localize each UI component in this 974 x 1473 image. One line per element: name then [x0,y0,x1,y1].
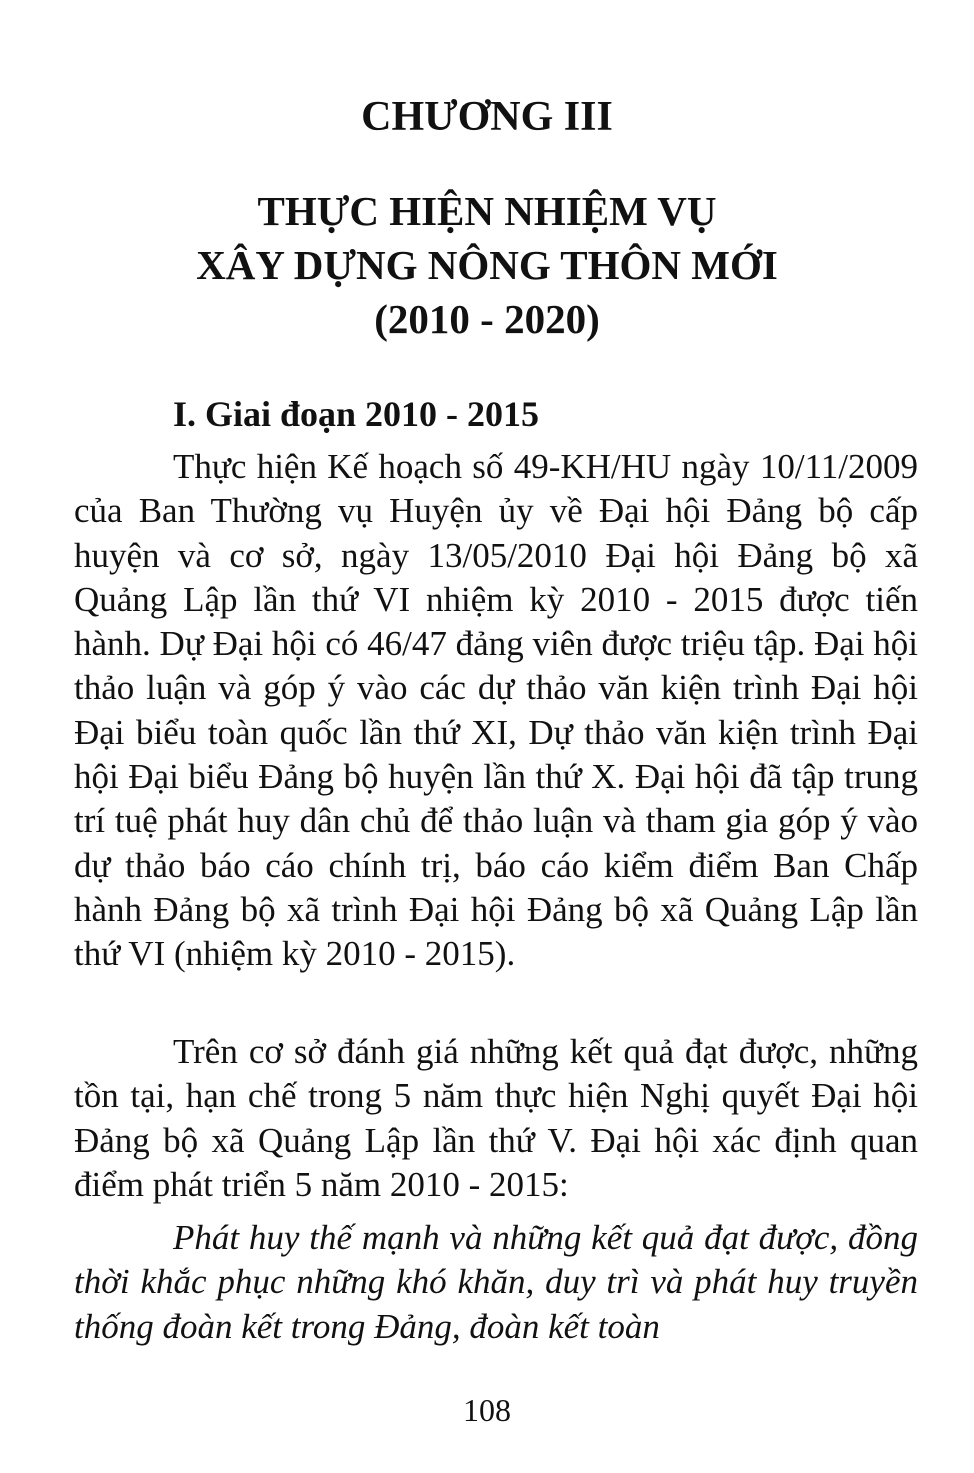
chapter-title [0,184,974,346]
paragraph-2: Trên cơ sở đánh giá những kết quả đạt được, những tồn tại, hạn chế trong 5 năm thực hiện Nghị quyết Đại hội Đảng bộ xã Quảng Lập lần thứ V. Đại hội xác định quan điểm phát triển 5 năm 2010 - 2015: [74,1032,918,1204]
section-heading: I. Giai đoạn 2010 - 2015 [173,394,540,434]
chapter-heading: CHƯƠNG III [361,94,613,140]
paragraph-1: Thực hiện Kế hoạch số 49-KH/HU ngày 10/11/2009 của Ban Thường vụ Huyện ủy về Đại hội Đảng bộ cấp huyện và cơ sở, ngày 13/05/2010 Đại hội Đảng bộ xã Quảng Lập lần thứ VI nhiệm kỳ 2010 - 2015 được tiến hành. Dự Đại hội có 46/47 đảng viên được triệu tập. Đại hội thảo luận và góp ý vào các dự thảo văn kiện trình Đại hội Đại biểu toàn quốc lần thứ XI, Dự thảo văn kiện trình Đại hội Đại biểu Đảng bộ huyện lần thứ X. Đại hội đã tập trung trí tuệ phát huy dân chủ để thảo luận và tham gia góp ý vào dự thảo báo cáo chính trị, báo cáo kiểm điểm Ban Chấp hành Đảng bộ xã trình Đại hội Đảng bộ xã Quảng Lập lần thứ VI (nhiệm kỳ 2010 - 2015). [74,447,918,974]
chapter-title-line-3: (2010 - 2020) [374,296,600,342]
chapter-title-line-1: THỰC HIỆN NHIỆM VỤ [257,188,717,234]
paragraph-3-italic: Phát huy thế mạnh và những kết quả đạt được, đồng thời khắc phục những khó khăn, duy trì và phát huy truyền thống đoàn kết trong Đảng, đoàn kết toàn [74,1218,918,1346]
page-number: 108 [463,1392,511,1428]
chapter-title-line-2: XÂY DỰNG NÔNG THÔN MỚI [196,242,778,288]
